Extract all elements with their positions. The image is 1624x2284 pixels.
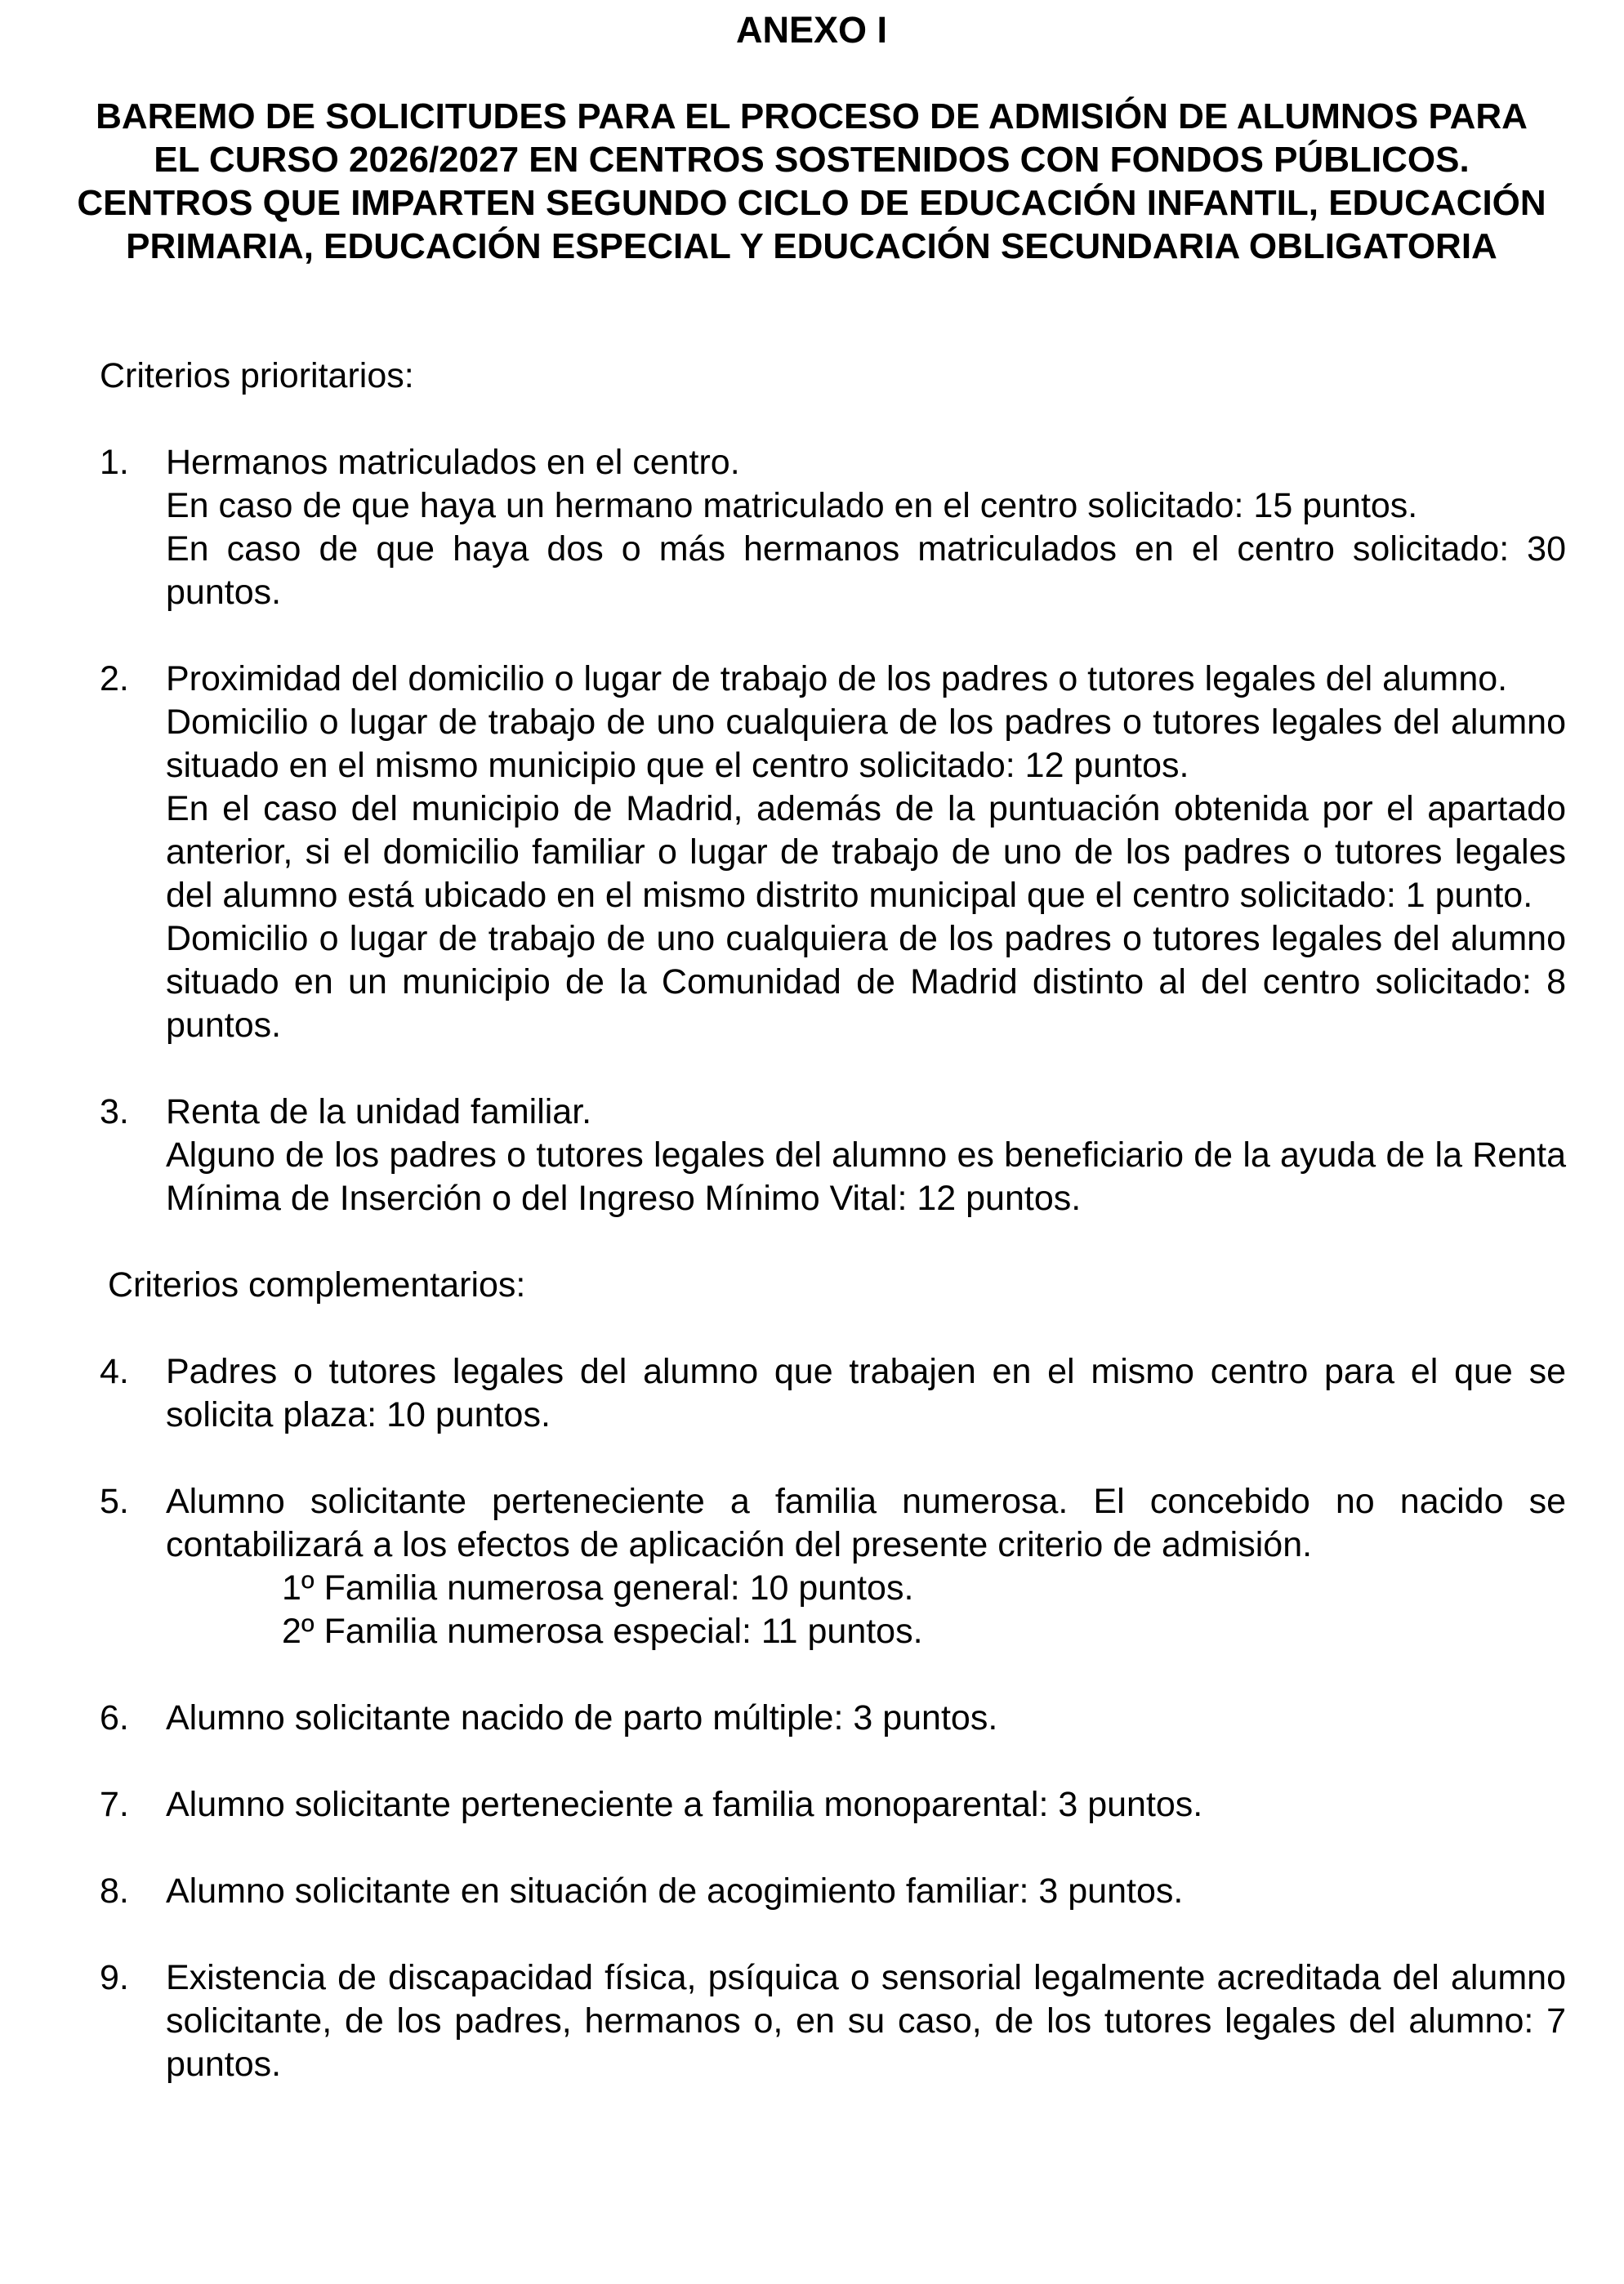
item-number: 7. xyxy=(100,1785,129,1824)
list-item-6 xyxy=(100,1697,1566,1740)
item-body xyxy=(166,1697,1566,1740)
section-heading-criterios-complementarios: Criterios complementarios: xyxy=(108,1265,526,1305)
item-body xyxy=(166,1956,1566,2086)
list-item-5 xyxy=(100,1480,1566,1653)
item-body xyxy=(166,1091,1566,1220)
item-paragraph: Alumno solicitante perteneciente a familia monoparental: 3 puntos. xyxy=(166,1785,1203,1824)
item-paragraph: Alguno de los padres o tutores legales del alumno es beneficiario de la ayuda de la Renta Mínima de Inserción o del Ingreso Mínimo Vital: 12 puntos. xyxy=(166,1135,1566,1218)
item-body xyxy=(166,441,1566,614)
list-item-3 xyxy=(100,1091,1566,1220)
item-paragraph: Alumno solicitante perteneciente a familia numerosa. El concebido no nacido se contabilizará a los efectos de aplicación del presente criterio de admisión. xyxy=(166,1482,1566,1564)
item-number: 3. xyxy=(100,1092,129,1131)
item-paragraph: En caso de que haya dos o más hermanos matriculados en el centro solicitado: 30 puntos. xyxy=(166,529,1566,612)
item-body xyxy=(166,1783,1566,1827)
item-number: 1. xyxy=(100,443,129,482)
document-heading-line: PRIMARIA, EDUCACIÓN ESPECIAL Y EDUCACIÓN SECUNDARIA OBLIGATORIA xyxy=(126,226,1497,266)
item-paragraph: Existencia de discapacidad física, psíquica o sensorial legalmente acreditada del alumno solicitante, de los padres, hermanos o, en su caso, de los tutores legales del alumno: 7 puntos. xyxy=(166,1958,1566,2084)
annex-title: ANEXO I xyxy=(735,9,888,51)
item-paragraph: Padres o tutores legales del alumno que trabajen en el mismo centro para el que se solicita plaza: 10 puntos. xyxy=(166,1352,1566,1434)
list-item-9 xyxy=(100,1956,1566,2086)
list-item-1 xyxy=(100,441,1566,614)
list-item-7 xyxy=(100,1783,1566,1827)
item-paragraph: Renta de la unidad familiar. xyxy=(166,1092,592,1131)
item-body xyxy=(166,1480,1566,1653)
item-paragraph: Domicilio o lugar de trabajo de uno cualquiera de los padres o tutores legales del alumno situado en el mismo municipio que el centro solicitado: 12 puntos. xyxy=(166,703,1566,785)
item-number: 6. xyxy=(100,1698,129,1738)
item-paragraph: Alumno solicitante en situación de acogimiento familiar: 3 puntos. xyxy=(166,1871,1184,1911)
item-number: 5. xyxy=(100,1482,129,1521)
item-body xyxy=(166,1870,1566,1913)
item-number: 8. xyxy=(100,1871,129,1911)
document-heading-line: CENTROS QUE IMPARTEN SEGUNDO CICLO DE EDUCACIÓN INFANTIL, EDUCACIÓN xyxy=(77,183,1546,223)
item-paragraph: Alumno solicitante nacido de parto múltiple: 3 puntos. xyxy=(166,1698,998,1738)
list-item-4 xyxy=(100,1350,1566,1437)
item-number: 9. xyxy=(100,1958,129,1997)
document-heading-line: BAREMO DE SOLICITUDES PARA EL PROCESO DE ADMISIÓN DE ALUMNOS PARA xyxy=(96,96,1528,136)
item-number: 4. xyxy=(100,1352,129,1391)
item-paragraph: En el caso del municipio de Madrid, además de la puntuación obtenida por el apartado anterior, si el domicilio familiar o lugar de trabajo de uno de los padres o tutores legales del alumno está ubicado en el mismo distrito municipal que el centro solicitado: 1 punto. xyxy=(166,789,1566,915)
item-paragraph: Domicilio o lugar de trabajo de uno cualquiera de los padres o tutores legales del alumno situado en un municipio de la Comunidad de Madrid distinto al del centro solicitado: 8 puntos. xyxy=(166,919,1566,1045)
item-paragraph: En caso de que haya un hermano matriculado en el centro solicitado: 15 puntos. xyxy=(166,486,1418,525)
list-item-8 xyxy=(100,1870,1566,1913)
item-number: 2. xyxy=(100,659,129,698)
sub-item-familia-numerosa-general: 1º Familia numerosa general: 10 puntos. xyxy=(282,1568,914,1608)
section-heading-criterios-prioritarios: Criterios prioritarios: xyxy=(100,356,414,395)
item-paragraph: Hermanos matriculados en el centro. xyxy=(166,443,740,482)
item-body xyxy=(166,658,1566,1047)
item-body xyxy=(166,1350,1566,1437)
item-paragraph: Proximidad del domicilio o lugar de trabajo de los padres o tutores legales del alumno. xyxy=(166,659,1508,698)
document-heading xyxy=(57,95,1566,268)
list-item-2 xyxy=(100,658,1566,1047)
sub-item-familia-numerosa-especial: 2º Familia numerosa especial: 11 puntos. xyxy=(282,1612,923,1651)
document-heading-line: EL CURSO 2026/2027 EN CENTROS SOSTENIDOS CON FONDOS PÚBLICOS. xyxy=(154,140,1470,180)
